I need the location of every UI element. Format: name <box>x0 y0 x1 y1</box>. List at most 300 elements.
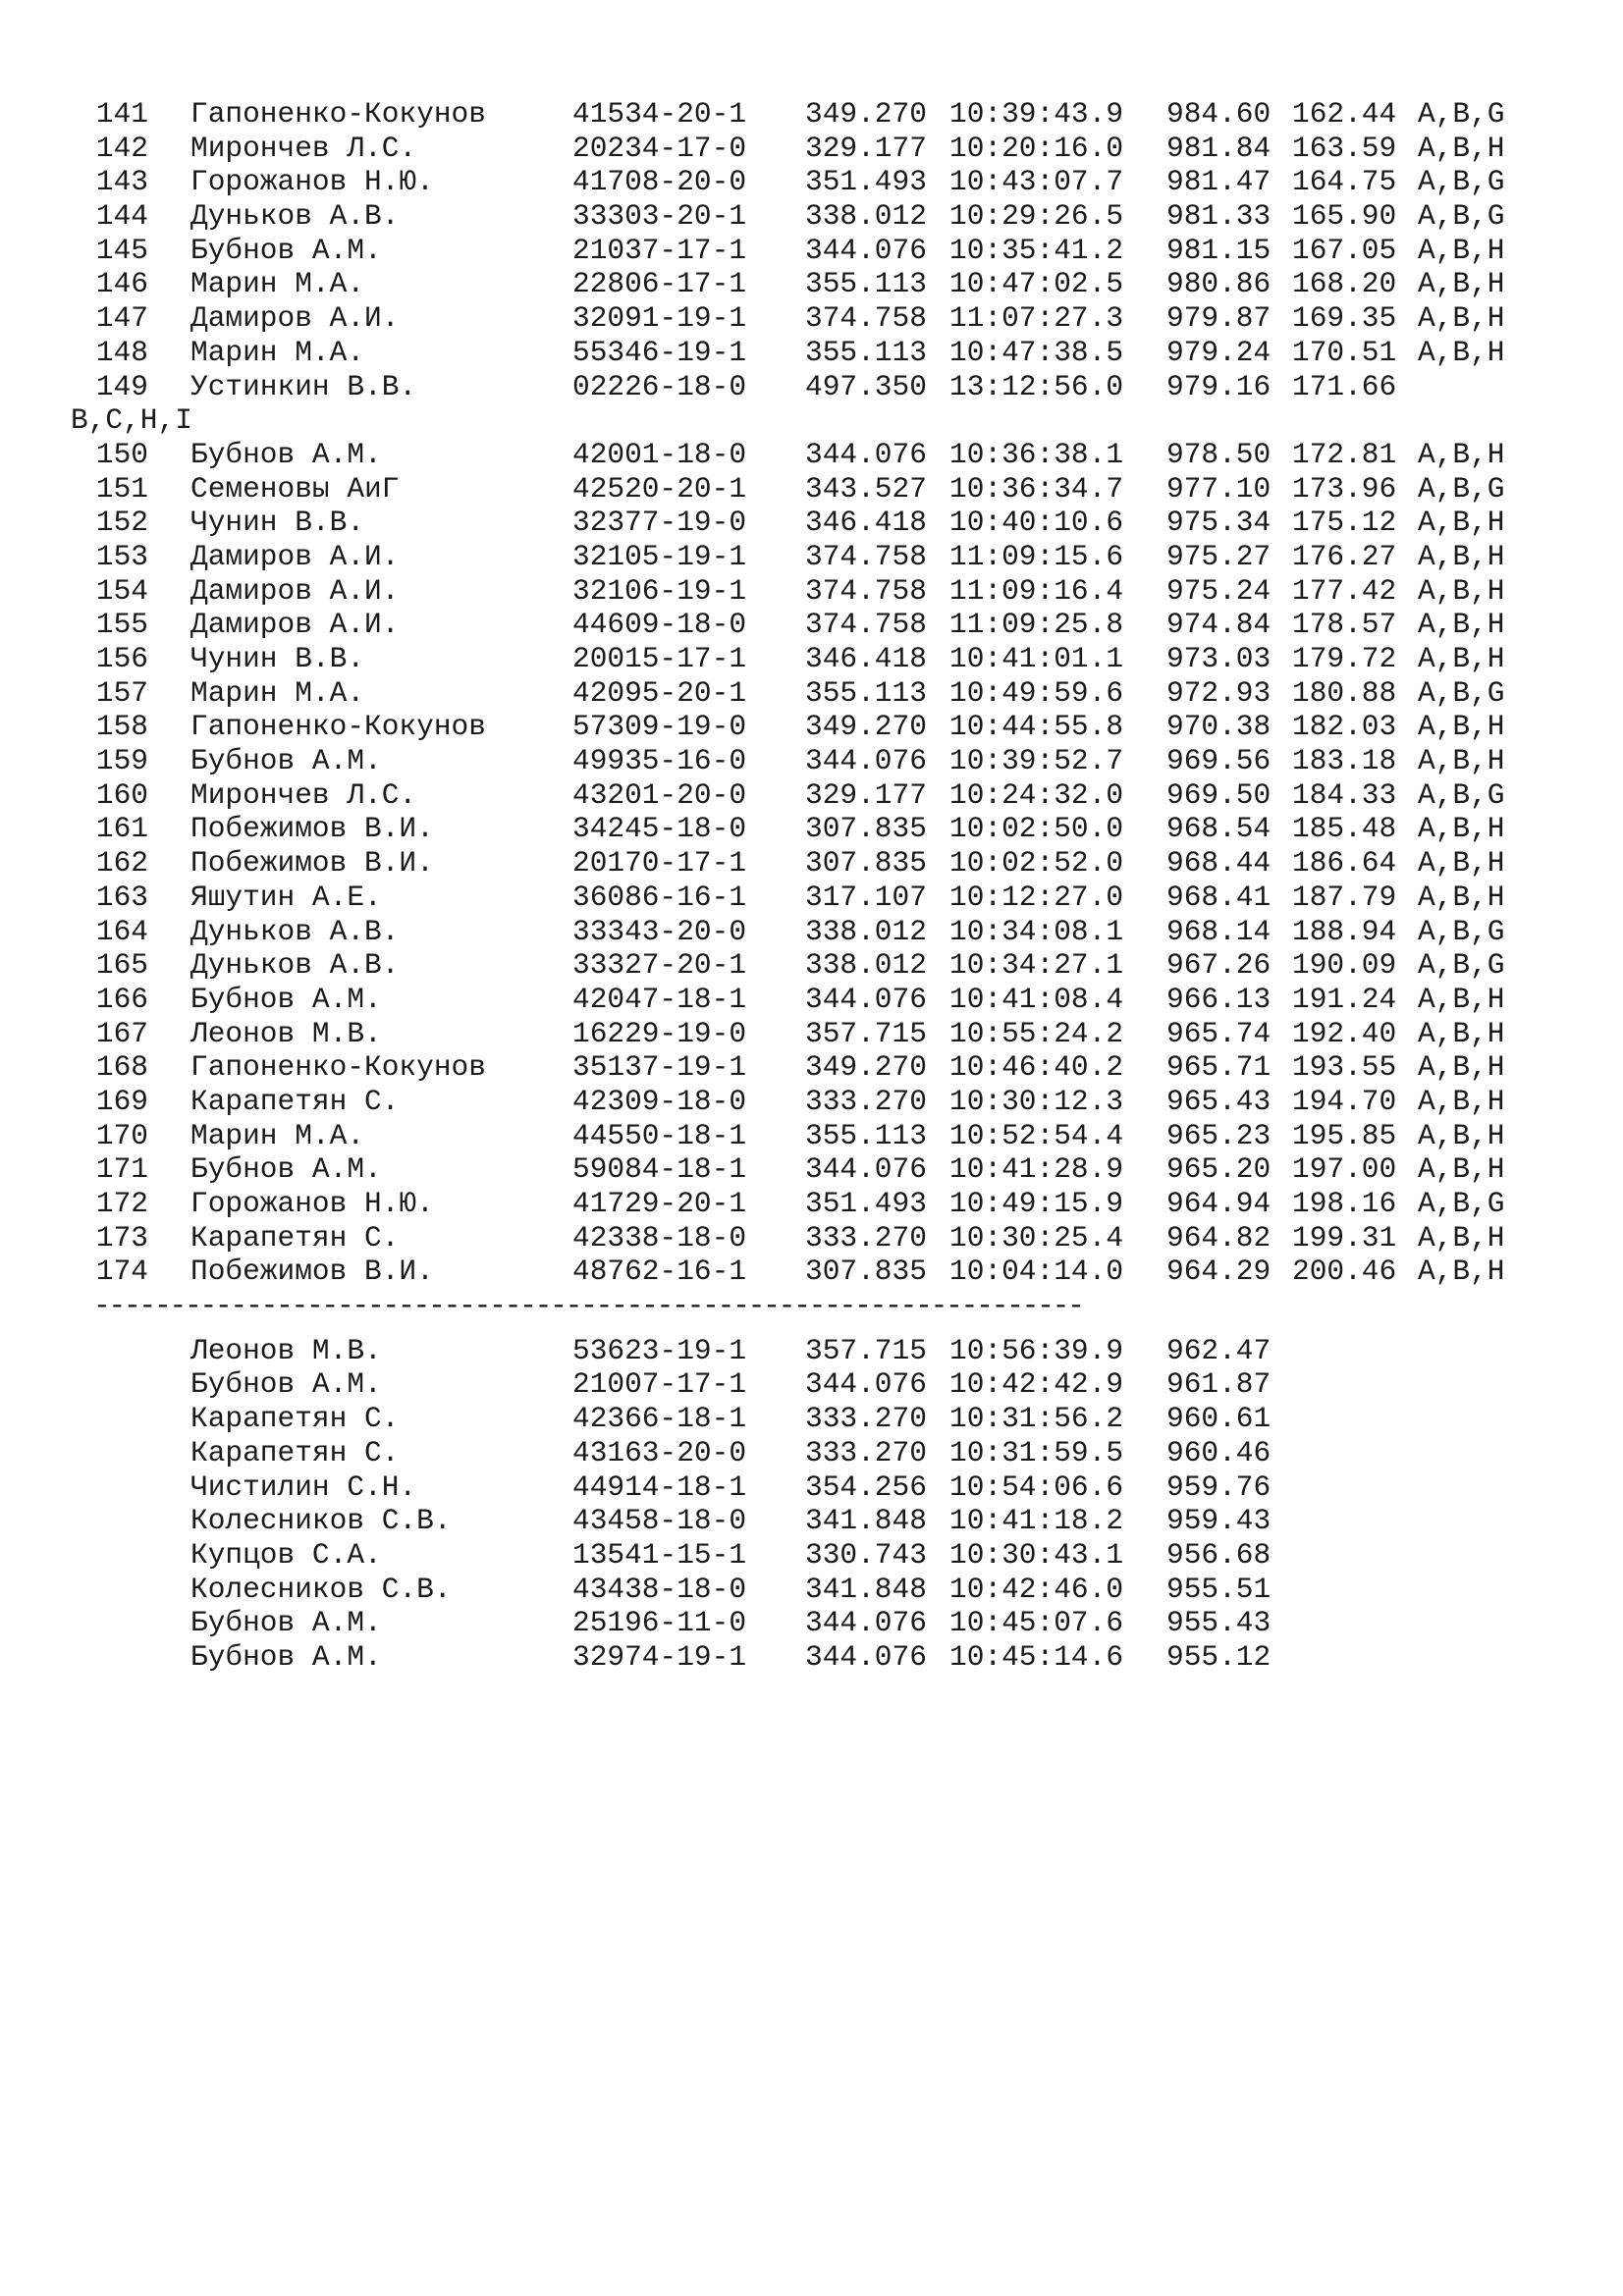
points-cell: 187.79 <box>1292 880 1397 914</box>
points-cell: 197.00 <box>1292 1152 1397 1187</box>
speed-cell: 969.56 <box>1166 744 1271 778</box>
ring-number-cell: 42366-18-1 <box>572 1402 747 1436</box>
categories-cell: A,B,H <box>1418 437 1505 471</box>
points-cell: 183.18 <box>1292 744 1397 778</box>
arrival-time-cell: 11:07:27.3 <box>949 301 1124 336</box>
speed-cell: 977.10 <box>1166 471 1271 506</box>
arrival-time-cell: 10:54:06.6 <box>949 1469 1124 1504</box>
ring-number-cell: 48762-16-1 <box>572 1255 747 1289</box>
speed-cell: 981.47 <box>1166 165 1271 199</box>
speed-cell: 973.03 <box>1166 642 1271 675</box>
fancier-name-cell: Мирончев Л.С. <box>190 777 417 812</box>
fancier-name-cell: Дуньков А.В. <box>190 948 400 983</box>
rank-cell: 154 <box>95 573 148 608</box>
distance-cell: 343.527 <box>805 471 927 506</box>
speed-cell: 959.43 <box>1166 1504 1271 1538</box>
fancier-name-cell: Бубнов А.М. <box>190 744 382 778</box>
speed-cell: 965.71 <box>1166 1050 1271 1085</box>
speed-cell: 975.27 <box>1166 539 1271 573</box>
ring-number-cell: 36086-16-1 <box>572 880 747 914</box>
speed-cell: 964.82 <box>1166 1220 1271 1255</box>
fancier-name-cell: Дуньков А.В. <box>190 914 400 948</box>
arrival-time-cell: 10:34:08.1 <box>949 914 1124 948</box>
points-cell: 170.51 <box>1292 335 1397 369</box>
fancier-name-cell: Дамиров А.И. <box>190 573 400 608</box>
fancier-name-cell: Горожанов Н.Ю. <box>190 165 434 199</box>
categories-cell: A,B,G <box>1418 199 1505 234</box>
distance-cell: 307.835 <box>805 812 927 846</box>
ring-number-cell: 20015-17-1 <box>572 642 747 675</box>
arrival-time-cell: 10:52:54.4 <box>949 1118 1124 1152</box>
arrival-time-cell: 10:44:55.8 <box>949 710 1124 744</box>
points-cell: 176.27 <box>1292 539 1397 573</box>
arrival-time-cell: 10:41:28.9 <box>949 1152 1124 1187</box>
distance-cell: 307.835 <box>805 846 927 881</box>
categories-cell: A,B,H <box>1418 642 1505 675</box>
arrival-time-cell: 10:45:14.6 <box>949 1639 1124 1674</box>
distance-cell: 374.758 <box>805 539 927 573</box>
arrival-time-cell: 10:30:12.3 <box>949 1084 1124 1118</box>
ring-number-cell: 22806-17-1 <box>572 267 747 301</box>
ring-number-cell: 42095-20-1 <box>572 675 747 710</box>
arrival-time-cell: 10:36:38.1 <box>949 437 1124 471</box>
rank-cell: 174 <box>95 1255 148 1289</box>
distance-cell: 330.743 <box>805 1537 927 1572</box>
fancier-name-cell: Устинкин В.В. <box>190 369 417 403</box>
distance-cell: 355.113 <box>805 675 927 710</box>
distance-cell: 344.076 <box>805 437 927 471</box>
arrival-time-cell: 11:09:25.8 <box>949 608 1124 642</box>
rank-cell: 156 <box>95 642 148 675</box>
points-cell: 193.55 <box>1292 1050 1397 1085</box>
ring-number-cell: 42338-18-0 <box>572 1220 747 1255</box>
ring-number-cell: 42520-20-1 <box>572 471 747 506</box>
rank-cell: 172 <box>95 1187 148 1220</box>
ring-number-cell: 33343-20-0 <box>572 914 747 948</box>
speed-cell: 955.51 <box>1166 1572 1271 1606</box>
arrival-time-cell: 10:29:26.5 <box>949 199 1124 234</box>
ring-number-cell: 43438-18-0 <box>572 1572 747 1606</box>
fancier-name-cell: Побежимов В.И. <box>190 1255 434 1289</box>
speed-cell: 962.47 <box>1166 1333 1271 1367</box>
speed-cell: 984.60 <box>1166 97 1271 131</box>
speed-cell: 965.74 <box>1166 1016 1271 1050</box>
distance-cell: 329.177 <box>805 131 927 165</box>
fancier-name-cell: Купцов С.А. <box>190 1537 382 1572</box>
arrival-time-cell: 10:31:59.5 <box>949 1435 1124 1469</box>
categories-cell: A,B,H <box>1418 710 1505 744</box>
rank-cell: 159 <box>95 744 148 778</box>
rank-cell: 151 <box>95 471 148 506</box>
fancier-name-cell: Бубнов А.М. <box>190 1606 382 1640</box>
fancier-name-cell: Карапетян С. <box>190 1402 400 1436</box>
rank-cell: 157 <box>95 675 148 710</box>
distance-cell: 346.418 <box>805 506 927 540</box>
points-cell: 169.35 <box>1292 301 1397 336</box>
points-cell: 195.85 <box>1292 1118 1397 1152</box>
fancier-name-cell: Бубнов А.М. <box>190 1639 382 1674</box>
distance-cell: 329.177 <box>805 777 927 812</box>
ring-number-cell: 43458-18-0 <box>572 1504 747 1538</box>
distance-cell: 344.076 <box>805 1639 927 1674</box>
distance-cell: 497.350 <box>805 369 927 403</box>
speed-cell: 974.84 <box>1166 608 1271 642</box>
ring-number-cell: 13541-15-1 <box>572 1537 747 1572</box>
ring-number-cell: 02226-18-0 <box>572 369 747 403</box>
rank-cell: 158 <box>95 710 148 744</box>
speed-cell: 981.33 <box>1166 199 1271 234</box>
points-cell: 199.31 <box>1292 1220 1397 1255</box>
distance-cell: 357.715 <box>805 1016 927 1050</box>
fancier-name-cell: Колесников С.В. <box>190 1504 452 1538</box>
fancier-name-cell: Карапетян С. <box>190 1220 400 1255</box>
rank-cell: 149 <box>95 369 148 403</box>
ring-number-cell: 32974-19-1 <box>572 1639 747 1674</box>
speed-cell: 969.50 <box>1166 777 1271 812</box>
points-cell: 163.59 <box>1292 131 1397 165</box>
fancier-name-cell: Чистилин С.Н. <box>190 1469 417 1504</box>
ring-number-cell: 57309-19-0 <box>572 710 747 744</box>
speed-cell: 980.86 <box>1166 267 1271 301</box>
arrival-time-cell: 10:20:16.0 <box>949 131 1124 165</box>
ring-number-cell: 32377-19-0 <box>572 506 747 540</box>
categories-cell: A,B,G <box>1418 777 1505 812</box>
points-cell: 179.72 <box>1292 642 1397 675</box>
arrival-time-cell: 11:09:16.4 <box>949 573 1124 608</box>
rank-cell: 145 <box>95 233 148 267</box>
fancier-name-cell: Мирончев Л.С. <box>190 131 417 165</box>
fancier-name-cell: Марин М.А. <box>190 335 365 369</box>
categories-cell: A,B,H <box>1418 573 1505 608</box>
ring-number-cell: 53623-19-1 <box>572 1333 747 1367</box>
distance-cell: 333.270 <box>805 1084 927 1118</box>
rank-cell: 171 <box>95 1152 148 1187</box>
points-cell: 192.40 <box>1292 1016 1397 1050</box>
rank-cell: 150 <box>95 437 148 471</box>
points-cell: 184.33 <box>1292 777 1397 812</box>
points-cell: 200.46 <box>1292 1255 1397 1289</box>
rank-cell: 153 <box>95 539 148 573</box>
arrival-time-cell: 10:55:24.2 <box>949 1016 1124 1050</box>
arrival-time-cell: 10:49:15.9 <box>949 1187 1124 1220</box>
categories-cell: A,B,G <box>1418 471 1505 506</box>
points-cell: 180.88 <box>1292 675 1397 710</box>
points-cell: 191.24 <box>1292 982 1397 1016</box>
arrival-time-cell: 10:34:27.1 <box>949 948 1124 983</box>
arrival-time-cell: 10:30:25.4 <box>949 1220 1124 1255</box>
categories-cell: A,B,G <box>1418 675 1505 710</box>
rank-cell: 161 <box>95 812 148 846</box>
distance-cell: 349.270 <box>805 710 927 744</box>
fancier-name-cell: Бубнов А.М. <box>190 437 382 471</box>
categories-cell: A,B,H <box>1418 1016 1505 1050</box>
distance-cell: 355.113 <box>805 1118 927 1152</box>
fancier-name-cell: Чунин В.В. <box>190 642 365 675</box>
categories-cell: A,B,H <box>1418 1220 1505 1255</box>
ring-number-cell: 21007-17-1 <box>572 1367 747 1402</box>
rank-cell: 167 <box>95 1016 148 1050</box>
arrival-time-cell: 10:46:40.2 <box>949 1050 1124 1085</box>
categories-cell: A,B,H <box>1418 267 1505 301</box>
categories-cell: A,B,H <box>1418 1084 1505 1118</box>
distance-cell: 338.012 <box>805 948 927 983</box>
ring-number-cell: 55346-19-1 <box>572 335 747 369</box>
speed-cell: 968.54 <box>1166 812 1271 846</box>
categories-cell: B,C,H,I <box>71 403 192 438</box>
speed-cell: 970.38 <box>1166 710 1271 744</box>
points-cell: 190.09 <box>1292 948 1397 983</box>
arrival-time-cell: 10:47:38.5 <box>949 335 1124 369</box>
fancier-name-cell: Бубнов А.М. <box>190 1152 382 1187</box>
rank-cell: 155 <box>95 608 148 642</box>
distance-cell: 333.270 <box>805 1402 927 1436</box>
rank-cell: 163 <box>95 880 148 914</box>
ring-number-cell: 44550-18-1 <box>572 1118 747 1152</box>
fancier-name-cell: Марин М.А. <box>190 675 365 710</box>
rank-cell: 168 <box>95 1050 148 1085</box>
points-cell: 198.16 <box>1292 1187 1397 1220</box>
fancier-name-cell: Карапетян С. <box>190 1084 400 1118</box>
fancier-name-cell: Бубнов А.М. <box>190 1367 382 1402</box>
arrival-time-cell: 10:39:52.7 <box>949 744 1124 778</box>
speed-cell: 959.76 <box>1166 1469 1271 1504</box>
rank-cell: 141 <box>95 97 148 131</box>
fancier-name-cell: Дуньков А.В. <box>190 199 400 234</box>
categories-cell: A,B,H <box>1418 539 1505 573</box>
distance-cell: 349.270 <box>805 1050 927 1085</box>
fancier-name-cell: Побежимов В.И. <box>190 846 434 881</box>
distance-cell: 357.715 <box>805 1333 927 1367</box>
speed-cell: 981.84 <box>1166 131 1271 165</box>
speed-cell: 968.41 <box>1166 880 1271 914</box>
fancier-name-cell: Карапетян С. <box>190 1435 400 1469</box>
ring-number-cell: 33327-20-1 <box>572 948 747 983</box>
fancier-name-cell: Семеновы АиГ <box>190 471 400 506</box>
rank-cell: 162 <box>95 846 148 881</box>
categories-cell: A,B,H <box>1418 335 1505 369</box>
arrival-time-cell: 10:43:07.7 <box>949 165 1124 199</box>
fancier-name-cell: Побежимов В.И. <box>190 812 434 846</box>
ring-number-cell: 42309-18-0 <box>572 1084 747 1118</box>
distance-cell: 333.270 <box>805 1220 927 1255</box>
ring-number-cell: 41708-20-0 <box>572 165 747 199</box>
arrival-time-cell: 10:35:41.2 <box>949 233 1124 267</box>
ring-number-cell: 42047-18-1 <box>572 982 747 1016</box>
points-cell: 185.48 <box>1292 812 1397 846</box>
rank-cell: 165 <box>95 948 148 983</box>
fancier-name-cell: Горожанов Н.Ю. <box>190 1187 434 1220</box>
speed-cell: 955.12 <box>1166 1639 1271 1674</box>
distance-cell: 355.113 <box>805 335 927 369</box>
categories-cell: A,B,H <box>1418 1050 1505 1085</box>
rank-cell: 142 <box>95 131 148 165</box>
ring-number-cell: 42001-18-0 <box>572 437 747 471</box>
speed-cell: 968.14 <box>1166 914 1271 948</box>
categories-cell: A,B,H <box>1418 1152 1505 1187</box>
rank-cell: 143 <box>95 165 148 199</box>
distance-cell: 374.758 <box>805 573 927 608</box>
fancier-name-cell: Гапоненко-Кокунов <box>190 97 486 131</box>
categories-cell: A,B,G <box>1418 97 1505 131</box>
speed-cell: 975.34 <box>1166 506 1271 540</box>
ring-number-cell: 32091-19-1 <box>572 301 747 336</box>
categories-cell: A,B,G <box>1418 165 1505 199</box>
ring-number-cell: 44914-18-1 <box>572 1469 747 1504</box>
ring-number-cell: 41534-20-1 <box>572 97 747 131</box>
fancier-name-cell: Леонов М.В. <box>190 1016 382 1050</box>
arrival-time-cell: 10:30:43.1 <box>949 1537 1124 1572</box>
rank-cell: 148 <box>95 335 148 369</box>
speed-cell: 979.24 <box>1166 335 1271 369</box>
fancier-name-cell: Бубнов А.М. <box>190 982 382 1016</box>
fancier-name-cell: Гапоненко-Кокунов <box>190 710 486 744</box>
distance-cell: 338.012 <box>805 914 927 948</box>
speed-cell: 960.61 <box>1166 1402 1271 1436</box>
distance-cell: 351.493 <box>805 1187 927 1220</box>
fancier-name-cell: Колесников С.В. <box>190 1572 452 1606</box>
speed-cell: 965.20 <box>1166 1152 1271 1187</box>
ring-number-cell: 43163-20-0 <box>572 1435 747 1469</box>
speed-cell: 972.93 <box>1166 675 1271 710</box>
arrival-time-cell: 10:56:39.9 <box>949 1333 1124 1367</box>
distance-cell: 344.076 <box>805 233 927 267</box>
speed-cell: 956.68 <box>1166 1537 1271 1572</box>
speed-cell: 961.87 <box>1166 1367 1271 1402</box>
rank-cell: 169 <box>95 1084 148 1118</box>
categories-cell: A,B,H <box>1418 1118 1505 1152</box>
fancier-name-cell: Марин М.А. <box>190 267 365 301</box>
distance-cell: 354.256 <box>805 1469 927 1504</box>
points-cell: 173.96 <box>1292 471 1397 506</box>
ring-number-cell: 44609-18-0 <box>572 608 747 642</box>
arrival-time-cell: 13:12:56.0 <box>949 369 1124 403</box>
distance-cell: 341.848 <box>805 1572 927 1606</box>
speed-cell: 978.50 <box>1166 437 1271 471</box>
points-cell: 194.70 <box>1292 1084 1397 1118</box>
arrival-time-cell: 10:02:50.0 <box>949 812 1124 846</box>
distance-cell: 338.012 <box>805 199 927 234</box>
distance-cell: 351.493 <box>805 165 927 199</box>
fancier-name-cell: Дамиров А.И. <box>190 539 400 573</box>
arrival-time-cell: 10:36:34.7 <box>949 471 1124 506</box>
speed-cell: 979.16 <box>1166 369 1271 403</box>
points-cell: 165.90 <box>1292 199 1397 234</box>
distance-cell: 346.418 <box>805 642 927 675</box>
ring-number-cell: 20234-17-0 <box>572 131 747 165</box>
arrival-time-cell: 10:12:27.0 <box>949 880 1124 914</box>
distance-cell: 374.758 <box>805 301 927 336</box>
arrival-time-cell: 10:39:43.9 <box>949 97 1124 131</box>
distance-cell: 355.113 <box>805 267 927 301</box>
distance-cell: 344.076 <box>805 1367 927 1402</box>
rank-cell: 152 <box>95 506 148 540</box>
rank-cell: 173 <box>95 1220 148 1255</box>
distance-cell: 307.835 <box>805 1255 927 1289</box>
categories-cell: A,B,H <box>1418 301 1505 336</box>
points-cell: 164.75 <box>1292 165 1397 199</box>
speed-cell: 960.46 <box>1166 1435 1271 1469</box>
speed-cell: 964.94 <box>1166 1187 1271 1220</box>
distance-cell: 344.076 <box>805 982 927 1016</box>
points-cell: 188.94 <box>1292 914 1397 948</box>
ring-number-cell: 49935-16-0 <box>572 744 747 778</box>
rank-cell: 146 <box>95 267 148 301</box>
arrival-time-cell: 10:47:02.5 <box>949 267 1124 301</box>
categories-cell: A,B,G <box>1418 1187 1505 1220</box>
points-cell: 182.03 <box>1292 710 1397 744</box>
categories-cell: A,B,H <box>1418 744 1505 778</box>
arrival-time-cell: 10:02:52.0 <box>949 846 1124 881</box>
distance-cell: 349.270 <box>805 97 927 131</box>
arrival-time-cell: 10:04:14.0 <box>949 1255 1124 1289</box>
arrival-time-cell: 10:31:56.2 <box>949 1402 1124 1436</box>
categories-cell: A,B,H <box>1418 846 1505 881</box>
fancier-name-cell: Яшутин А.Е. <box>190 880 382 914</box>
speed-cell: 966.13 <box>1166 982 1271 1016</box>
speed-cell: 967.26 <box>1166 948 1271 983</box>
speed-cell: 979.87 <box>1166 301 1271 336</box>
points-cell: 162.44 <box>1292 97 1397 131</box>
ring-number-cell: 34245-18-0 <box>572 812 747 846</box>
speed-cell: 981.15 <box>1166 233 1271 267</box>
distance-cell: 344.076 <box>805 1606 927 1640</box>
points-cell: 168.20 <box>1292 267 1397 301</box>
categories-cell: A,B,H <box>1418 506 1505 540</box>
arrival-time-cell: 10:45:07.6 <box>949 1606 1124 1640</box>
fancier-name-cell: Дамиров А.И. <box>190 301 400 336</box>
speed-cell: 968.44 <box>1166 846 1271 881</box>
categories-cell: A,B,H <box>1418 880 1505 914</box>
speed-cell: 965.43 <box>1166 1084 1271 1118</box>
points-cell: 175.12 <box>1292 506 1397 540</box>
fancier-name-cell: Гапоненко-Кокунов <box>190 1050 486 1085</box>
ring-number-cell: 35137-19-1 <box>572 1050 747 1085</box>
categories-cell: A,B,H <box>1418 1255 1505 1289</box>
fancier-name-cell: Бубнов А.М. <box>190 233 382 267</box>
speed-cell: 975.24 <box>1166 573 1271 608</box>
arrival-time-cell: 10:24:32.0 <box>949 777 1124 812</box>
fancier-name-cell: Дамиров А.И. <box>190 608 400 642</box>
arrival-time-cell: 10:40:10.6 <box>949 506 1124 540</box>
ring-number-cell: 21037-17-1 <box>572 233 747 267</box>
categories-cell: A,B,H <box>1418 131 1505 165</box>
points-cell: 167.05 <box>1292 233 1397 267</box>
categories-cell: A,B,G <box>1418 914 1505 948</box>
points-cell: 178.57 <box>1292 608 1397 642</box>
ring-number-cell: 33303-20-1 <box>572 199 747 234</box>
points-cell: 186.64 <box>1292 846 1397 881</box>
points-cell: 171.66 <box>1292 369 1397 403</box>
categories-cell: A,B,H <box>1418 982 1505 1016</box>
ring-number-cell: 25196-11-0 <box>572 1606 747 1640</box>
fancier-name-cell: Марин М.А. <box>190 1118 365 1152</box>
rank-cell: 160 <box>95 777 148 812</box>
rank-cell: 170 <box>95 1118 148 1152</box>
points-cell: 172.81 <box>1292 437 1397 471</box>
rank-cell: 147 <box>95 301 148 336</box>
distance-cell: 344.076 <box>805 744 927 778</box>
categories-cell: A,B,H <box>1418 812 1505 846</box>
arrival-time-cell: 11:09:15.6 <box>949 539 1124 573</box>
speed-cell: 955.43 <box>1166 1606 1271 1640</box>
ring-number-cell: 32106-19-1 <box>572 573 747 608</box>
arrival-time-cell: 10:42:42.9 <box>949 1367 1124 1402</box>
points-cell: 177.42 <box>1292 573 1397 608</box>
arrival-time-cell: 10:41:18.2 <box>949 1504 1124 1538</box>
ring-number-cell: 16229-19-0 <box>572 1016 747 1050</box>
fancier-name-cell: Чунин В.В. <box>190 506 365 540</box>
distance-cell: 341.848 <box>805 1504 927 1538</box>
